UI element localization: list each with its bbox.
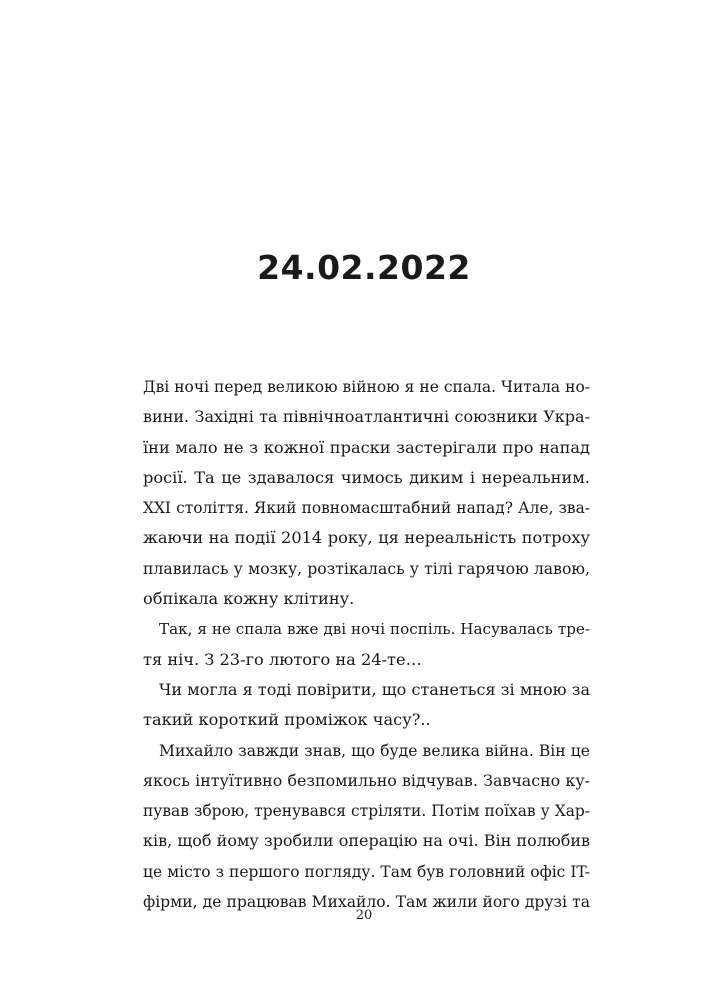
text-line: обпікала кожну клітину.: [143, 589, 355, 609]
paragraph: [143, 614, 590, 675]
text-line: їни мало не з кожної праски застерігали про напад: [143, 437, 590, 457]
text-line: Так, я не спала вже дві ночі поспіль. Насувалась тре-: [159, 620, 590, 639]
paragraph: [143, 675, 590, 736]
text-line: Михайло завжди знав, що буде велика війна. Він це: [159, 741, 590, 760]
text-line: XXI століття. Який повномасштабний напад? Але, зва-: [143, 499, 590, 518]
chapter-title: 24.02.2022: [257, 248, 471, 287]
text-line: це місто з першого погляду. Там був головний офіс IT-: [143, 862, 590, 881]
text-line: такий короткий проміжок часу?..: [143, 710, 431, 730]
text-line: якось інтуїтивно безпомильно відчував. Завчасно ку-: [143, 770, 590, 790]
text-line: тя ніч. З 23-го лютого на 24-те…: [143, 649, 422, 669]
text-line: жаючи на події 2014 року, ця нереальність потроху: [143, 528, 590, 548]
text-line: Чи могла я тоді повірити, що станеться зі мною за: [159, 679, 590, 699]
text-line: росії. Та це здавалося чимось диким і нереальним.: [143, 467, 590, 487]
text-line: фірми, де працював Михайло. Там жили його друзі та: [143, 893, 590, 912]
text-line: Дві ночі перед великою війною я не спала. Читала но-: [143, 378, 590, 396]
text-line: пував зброю, тренувався стріляти. Потім поїхав у Хар-: [143, 802, 590, 821]
text-line: плавилась у мозку, розтікалась у тілі гарячою лавою,: [143, 558, 590, 578]
page-number: 20: [355, 908, 373, 923]
paragraph: [143, 736, 590, 918]
body-text: [143, 372, 590, 917]
text-line: ків, щоб йому зробили операцію на очі. Він полюбив: [143, 831, 590, 851]
text-line: вини. Західні та північноатлантичні союзники Укра-: [143, 407, 590, 427]
paragraph: [143, 372, 590, 614]
